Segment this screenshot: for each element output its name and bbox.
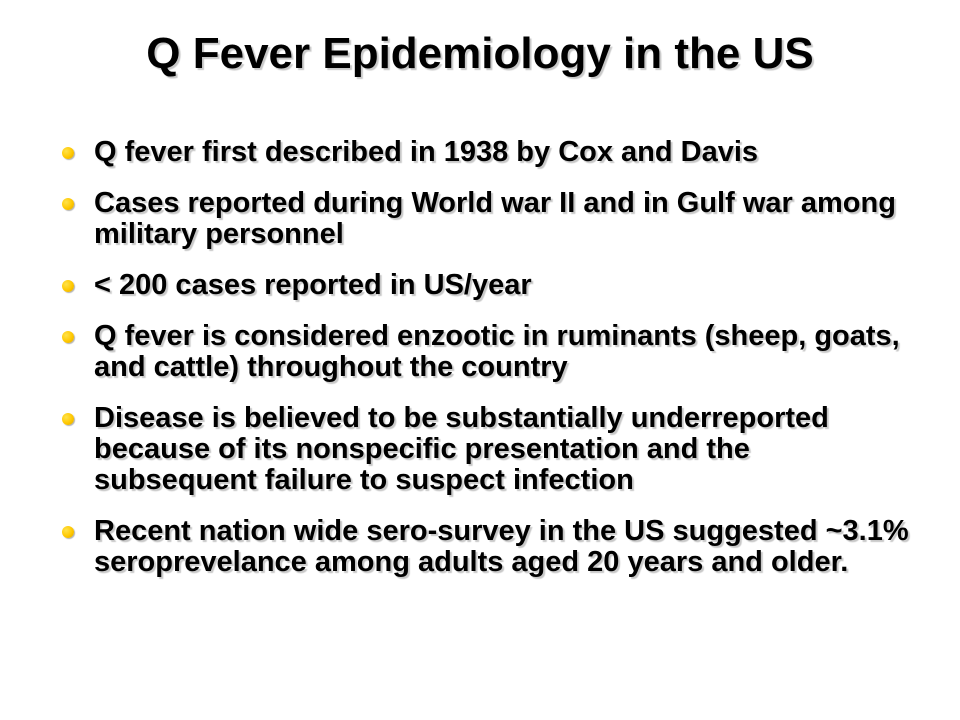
bullet-dot-icon bbox=[62, 526, 74, 538]
bullet-dot-icon bbox=[62, 147, 74, 159]
bullet-item bbox=[60, 516, 910, 578]
bullet-text: Q fever is considered enzootic in ruminants (sheep, goats, and cattle) throughout the country bbox=[94, 320, 900, 383]
bullet-dot-icon bbox=[62, 280, 74, 292]
bullet-item bbox=[60, 321, 910, 383]
slide-title: Q Fever Epidemiology in the US bbox=[146, 29, 814, 78]
bullet-dot-icon bbox=[62, 198, 74, 210]
bullet-text: Disease is believed to be substantially underreported because of its nonspecific presentation and the subsequent failure to suspect infection bbox=[94, 402, 829, 496]
bullet-text: < 200 cases reported in US/year bbox=[94, 269, 532, 301]
bullet-text: Recent nation wide sero-survey in the US suggested ~3.1% seroprevelance among adults aged 20 years and older. bbox=[94, 515, 909, 578]
bullet-item bbox=[60, 403, 910, 496]
bullet-text: Cases reported during World war II and in Gulf war among military personnel bbox=[94, 187, 896, 250]
bullet-item bbox=[60, 137, 910, 168]
bullet-item bbox=[60, 270, 910, 301]
bullet-item bbox=[60, 188, 910, 250]
bullet-dot-icon bbox=[62, 413, 74, 425]
bullet-list bbox=[60, 137, 910, 598]
bullet-text: Q fever first described in 1938 by Cox and Davis bbox=[94, 136, 759, 168]
bullet-dot-icon bbox=[62, 331, 74, 343]
